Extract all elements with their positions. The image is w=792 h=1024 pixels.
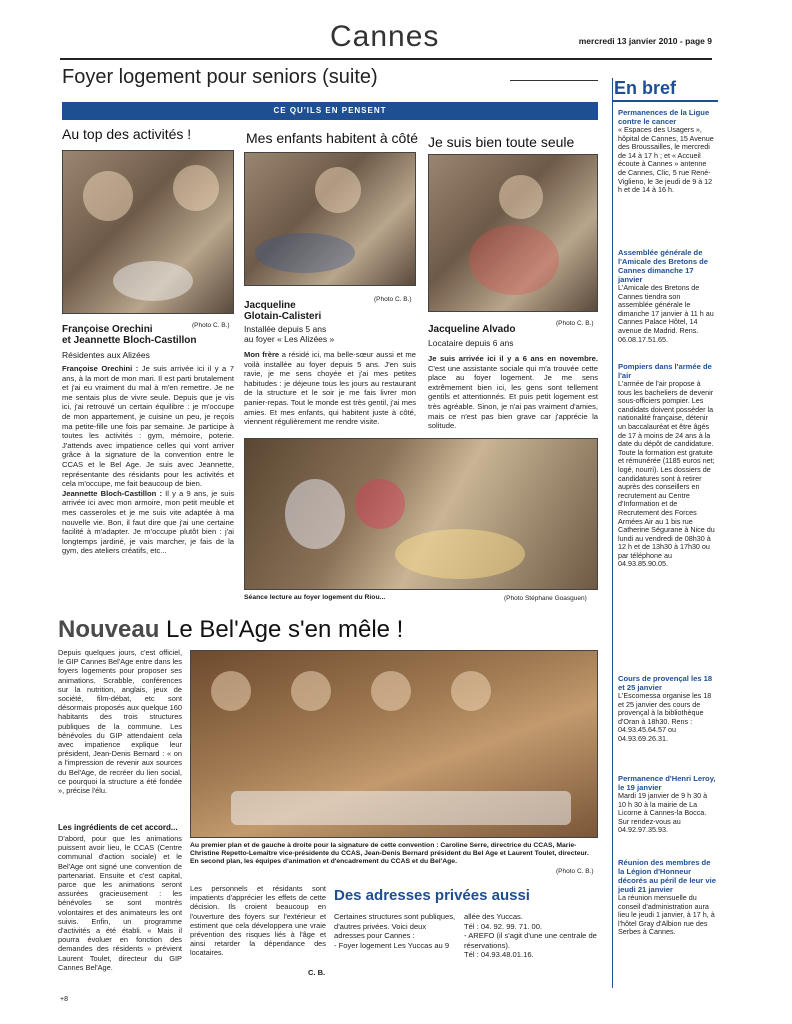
brief-text: L'Amicale des Bretons de Cannes tiendra son assemblée générale le dimanche 17 janvier à 11 h au Cannes Palace Hôtel, 14 avenue de Madrid. Rens. 06.08.17.51.65. (618, 283, 714, 344)
col1-lead2: Jeannette Bloch-Castillon : (62, 488, 163, 498)
brief-text: L'armée de l'air propose à tous les bacheliers de devenir sous-officiers pompier. Les candidats doivent posséder la nationalité française, détenir un baccalauréat et être âgés de 17 à moins de 24 ans à la date du dépôt de candidature. Toute la formation est gratuite et rémunérée (1185 euros net; logé, nourri). Les dossiers de candidatures sont à retirer auprès des conseillers en recrutement au Centre d'Information et de Recrutement des Forces Armées Air au 1 bis rue Catherine Ségurane à Nice du lundi au vendredi de 08h30 à 12 h et de 13h30 à 17h30 ou par téléphone au 04.93.85.90.05. (618, 379, 715, 569)
col2-text: a résidé ici, ma belle-sœur aussi et me voilà installée au foyer depuis 5 ans. J'en suis ravie, je me sens choyée et j'ai mes petites habitudes : je déjeune tous les jours au restaurant de la structure et le soir je me fais livrer mon panier-repas. Tout le monde est très gentil, j'ai mes amies. Et mes enfants, qui habitent juste à côté, viennent régulièrement me rendre visite. (244, 350, 416, 427)
article2-subhead: Les ingrédients de cet accord... (58, 823, 178, 832)
section-banner (62, 102, 598, 120)
brief-item-legion (618, 858, 716, 937)
page-title: Foyer logement pour seniors (suite) (62, 66, 378, 88)
brief-item-provencal (618, 674, 716, 744)
col1-heading: Au top des activités ! (62, 126, 192, 142)
masthead (60, 16, 712, 56)
col2-subtitle: Installée depuis 5 ans au foyer « Les Alizées » (244, 324, 335, 344)
col1-text2: Il y a 9 ans, je suis arrivée ici avec mon armoire, mon petit meuble et mes casseroles et je me suis vite adaptée à ma nouvelle vie. Bon, il faut dire que j'ai une certaine facilité à m'adapter. Je m'occupe plutôt bien : j'ai longtemps jardiné, je vais marcher, je fais de la gym, des ateliers créatifs, etc... (62, 488, 235, 556)
group-credit: (Photo C. B.) (556, 868, 594, 875)
col1-text1: Je suis arrivée ici il y a 7 ans, à la mort de mon mari. Il est parti brutalement et j'ai eu vraiment du mal à m'en remettre. Je ne me sentais plus de vivre seule. Depuis que je vis ici, j'ai retrouvé un certain équilibre : je m'occupe de mon appartement, je cuisine un peu, je reçois ma petite-fille une fois par semaine. Je participe à toutes les activités : gym, mémoire, poterie. J'attends avec impatience celles qui vont arriver grâce à la signature de la convention entre le CCAS et le Bel Age. Je suis avec Jeannette, représentante des résidants pour les activités et cela m'occupe, me fait beaucoup de bien. (62, 364, 234, 489)
article2-kicker: Nouveau (58, 616, 160, 643)
brief-text: La réunion mensuelle du conseil d'administration aura lieu le jeudi 1 janvier, à 17 h, à l'hôtel Gray d'Albion rue des Serbes à Cannes. (618, 893, 715, 937)
brief-item-pompiers (618, 362, 716, 569)
col2-photo-credit: (Photo C. B.) (374, 296, 412, 303)
banner-label: CE QU'ILS EN PENSENT (273, 106, 387, 115)
brief-text: « Espaces des Usagers », hôpital de Cannes, 15 Avenue des Broussailles, le mercredi de 14 à 17 h ; et « Accueil écoute à Cannes » antenne de Cannes, Clic, 5 rue René-Viglieno, le 3e jeudi de 9 à 12 h et de 14 à 16 h. (618, 125, 714, 195)
title-rule (510, 80, 598, 81)
col2-heading: Mes enfants habitent à côté (246, 130, 418, 146)
col3-body (428, 354, 598, 434)
article2-body2: D'abord, pour que les animations puissent avoir lieu, le CCAS (Centre communal d'action sociale) et le Bel'Age ont signé une convention de partenariat. Ensuite et c'est capital, parce que les animations seront assurées gracieusement : les bénévoles se sont montrés volontaires et des animateurs les ont suivis. Enfin, un programme d'activités a été établi. « Mais il pourra évoluer en fonction des demandes des résidents » prévient Laurent Toulet, directeur du GIP Cannes Bel'Age. (58, 834, 182, 972)
brief-head: Assemblée générale de l'Amicale des Bretons de Cannes dimanche 17 janvier (618, 248, 709, 284)
masthead-rule (60, 58, 712, 60)
brief-item-bretons (618, 248, 716, 344)
article2-headline: Le Bel'Age s'en mêle ! (166, 616, 404, 643)
brief-head: Pompiers dans l'armée de l'air (618, 362, 712, 380)
page-code: +8 (60, 996, 68, 1003)
col3-name: Jacqueline Alvado (428, 324, 516, 335)
en-bref-rule (612, 100, 718, 102)
col2-name: Jacqueline Glotain-Calisteri (244, 300, 322, 322)
col3-subtitle: Locataire depuis 6 ans (428, 338, 514, 348)
brief-item-leroy (618, 774, 716, 835)
col1-lead1: Françoise Orechini : (62, 364, 139, 373)
col2-lead: Mon frère (244, 350, 280, 359)
article2-signature: C. B. (308, 968, 326, 977)
article2-title (58, 616, 403, 644)
photo-glotain-calisteri (244, 152, 416, 286)
col1-name: Françoise Orechini et Jeannette Bloch-Castillon (62, 324, 197, 346)
article2-intro: Depuis quelques jours, c'est officiel, le GIP Cannes Bel'Age entre dans les foyers logements pour proposer ses animations. Scrabble, conférences sur la nutrition, anglais, jeux de société, film-débat, etc sont désormais proposés aux quelque 160 habitants des trois structures publiques de la commune. Les bénévoles du GIP attendaient cela avec impatience explique leur président, Jean-Denis Bernard : « on a l'impression de revenir aux sources du Bel'Age, de recréer du lien social, ce pourquoi la structure a été fondée », précise l'élu. (58, 648, 182, 796)
brief-head: Permanences de la Ligue contre le cancer (618, 108, 710, 126)
article2-body3: Les personnels et résidants sont impatients d'apprécier les effets de cette décision. Ils croient beaucoup en l'ouverture des foyers sur l'extérieur et estiment que cela développera une vraie prévention des risques liés à l'âge et ainsi retarder la dépendance des locataires. (190, 884, 326, 958)
lecture-caption: Séance lecture au foyer logement du Riou... (244, 594, 386, 601)
col2-body (244, 350, 416, 434)
issue-date: mercredi 13 janvier 2010 - page 9 (578, 36, 712, 46)
brief-head: Permanence d'Henri Leroy, le 19 janvier (618, 774, 716, 792)
group-caption: Au premier plan et de gauche à droite pour la signature de cette convention : Caroline Serre, directrice du CCAS, Marie-Christine Repetto-Lemaître vice-présidente du CCAS, Jean-Denis Bernard président du Bel Age et Laurent Toulet, directeur. En second plan, les équipes d'animation et d'encadrement du CCAS et du Bel'Age. (190, 842, 589, 866)
photo-group-signature (190, 650, 598, 838)
section-title: Cannes (330, 20, 440, 53)
brief-item-ligue (618, 108, 716, 195)
col3-lead: Je suis arrivée ici il y a 6 ans en novembre. (428, 354, 598, 363)
brief-head: Cours de provençal les 18 et 25 janvier (618, 674, 713, 692)
photo-orechini-bloch (62, 150, 234, 314)
col3-heading: Je suis bien toute seule (428, 134, 575, 150)
brief-text: L'Escomessa organise les 18 et 25 janvier des cours de provençal à la bibliothèque d'Oran à 18h30. Rens : 04.93.45.64.57 ou 04.93.69.26.31. (618, 691, 712, 743)
adresses-right: allée des Yuccas. Tél : 04. 92. 99. 71. 00. - AREFO (il s'agit d'une une centrale de réservations). Tél : 04.93.48.01.16. (464, 912, 597, 960)
col1-body (62, 364, 234, 592)
photo-lecture-seance (244, 438, 598, 590)
col1-photo-credit: (Photo C. B.) (192, 322, 230, 329)
col3-text: C'est une assistante sociale qui m'a trouvée cette place au foyer logement. Je me sens extrêmement bien ici, les gens sont tellement gentils et attentionnés. Et puis petit logement est très agréable. Sinon, je n'ai pas vraiment d'amies, mais ce n'est pas bien grave car j'apprécie la solitude. (428, 363, 598, 431)
brief-text: Mardi 19 janvier de 9 h 30 à 10 h 30 à la mairie de La Licorne à Cannes-la Bocca. Sur rendez-vous au 04.92.97.35.93. (618, 791, 708, 835)
adresses-left: Certaines structures sont publiques, d'autres privées. Voici deux adresses pour Cannes : - Foyer logement Les Yuccas au 9 (334, 912, 456, 950)
lecture-credit: (Photo Stéphane Goasguen) (504, 595, 587, 602)
brief-head: Réunion des membres de la Légion d'Honneur décorés au péril de leur vie jeudi 21 janvier (618, 858, 716, 894)
photo-alvado (428, 154, 598, 312)
col3-photo-credit: (Photo C. B.) (556, 320, 594, 327)
adresses-title: Des adresses privées aussi (334, 887, 530, 904)
col1-subtitle: Résidentes aux Alizées (62, 350, 150, 360)
en-bref-title: En bref (614, 78, 677, 98)
